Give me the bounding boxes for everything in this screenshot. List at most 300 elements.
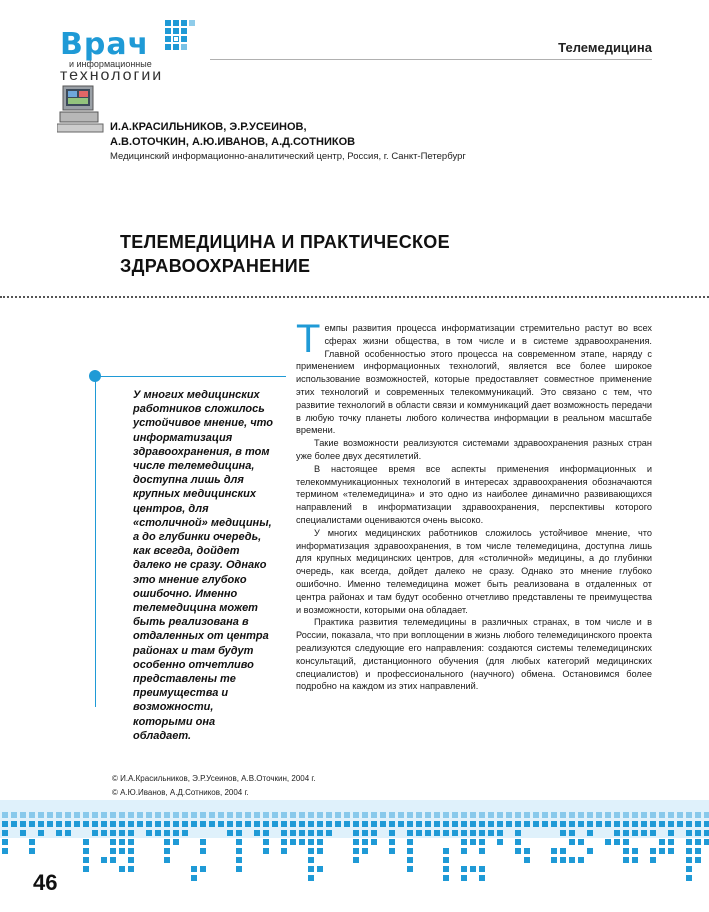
footer-pixel [416, 821, 422, 827]
footer-pixel [146, 821, 152, 827]
article-body [296, 317, 652, 693]
footer-pixel [407, 848, 413, 854]
footer-pixel [110, 848, 116, 854]
footer-pixel [191, 821, 197, 827]
footer-pixel [605, 821, 611, 827]
footer-pixel [407, 866, 413, 872]
footer-pixel [407, 857, 413, 863]
footer-pixel [659, 812, 665, 818]
footer-pixel [146, 812, 152, 818]
footer-pixel [650, 857, 656, 863]
logo-subtitle-bottom: технологии [60, 67, 164, 84]
footer-pixel [434, 830, 440, 836]
footer-pixel [668, 812, 674, 818]
footer-pixel [560, 830, 566, 836]
footer-pixel [362, 812, 368, 818]
footer-pixel [83, 866, 89, 872]
footer-pixel [389, 821, 395, 827]
footer-pixel [20, 821, 26, 827]
footer-pixel [695, 821, 701, 827]
footer-pixel [443, 848, 449, 854]
footer-pixel [119, 848, 125, 854]
footer-pixel [281, 812, 287, 818]
footer-pixel [443, 821, 449, 827]
title-line-2: ЗДРАВООХРАНЕНИЕ [120, 256, 311, 276]
section-title: Телемедицина [558, 40, 652, 55]
footer-pixel [578, 812, 584, 818]
footer-pixel [236, 848, 242, 854]
footer-pixel [146, 830, 152, 836]
footer-pixel [389, 839, 395, 845]
footer-pixel [479, 875, 485, 881]
footer-pixel [578, 857, 584, 863]
footer-pixel [317, 866, 323, 872]
footer-pixel [173, 821, 179, 827]
footer-pixel [308, 866, 314, 872]
footer-pixel [119, 839, 125, 845]
footer-pixel [389, 812, 395, 818]
footer-pixel [47, 812, 53, 818]
footer-pixel [704, 821, 709, 827]
footer-pixel [254, 821, 260, 827]
footer-pixel [479, 821, 485, 827]
footer-pixel [479, 830, 485, 836]
footer-pixel [101, 812, 107, 818]
footer-pixel [704, 839, 709, 845]
drop-cap: Т [296, 317, 321, 361]
footer-pixel [65, 821, 71, 827]
footer-pixel [434, 821, 440, 827]
footer-pixel [362, 839, 368, 845]
footer-pixel [551, 812, 557, 818]
footer-pixel [650, 812, 656, 818]
footer-pixel [353, 857, 359, 863]
footer-pixel [155, 821, 161, 827]
footer-pixel [173, 830, 179, 836]
footer-pixel [470, 812, 476, 818]
footer-pixel [236, 821, 242, 827]
footer-pixel [686, 821, 692, 827]
footer-pixel [641, 830, 647, 836]
footer-pixel [515, 839, 521, 845]
footer-pixel [236, 866, 242, 872]
footer-pixel [164, 848, 170, 854]
footer-pixel [200, 839, 206, 845]
footer-pixel [308, 839, 314, 845]
journal-logo [57, 20, 217, 130]
footer-pixel [353, 848, 359, 854]
footer-pixel [263, 812, 269, 818]
footer-pixel [164, 839, 170, 845]
footer-pixel [209, 812, 215, 818]
footer-pixel [191, 866, 197, 872]
footer-pixel [650, 830, 656, 836]
footer-pixel [506, 821, 512, 827]
footer-pixel [497, 839, 503, 845]
footer-pixel [29, 821, 35, 827]
footer-pixel [659, 821, 665, 827]
footer-pixel [164, 857, 170, 863]
footer-pixel [506, 812, 512, 818]
footer-pixel [20, 830, 26, 836]
body-paragraph-5: Практика развития телемедицины в различных странах, в том числе и в России, показала, что при воплощении в жизнь любого телемедицинского проекта реализуются следующие его направления: создаются системы телемедицинских консультаций, дистанционного обучения (для любых категорий медицинских специалистов) и профессионального (научного) обмена. Остановимся более подробно на каждом из этих направлений. [296, 617, 652, 692]
footer-pixel [128, 812, 134, 818]
footer-pixel [686, 866, 692, 872]
footer-pixel [443, 830, 449, 836]
footer-pixel [236, 839, 242, 845]
footer-pixel [704, 812, 709, 818]
footer-pixel [119, 866, 125, 872]
footer-pixel [281, 839, 287, 845]
footer-pixel [173, 812, 179, 818]
footer-pixel [344, 821, 350, 827]
footer-pixel [407, 812, 413, 818]
footer-pixel [461, 866, 467, 872]
footer-pixel [83, 848, 89, 854]
footer-pixel [137, 812, 143, 818]
footer-pixel [317, 839, 323, 845]
footer-pixel [452, 821, 458, 827]
footer-pixel [29, 848, 35, 854]
footer-pixel [200, 821, 206, 827]
footer-pixel [182, 821, 188, 827]
footer-pixel [236, 830, 242, 836]
footer-pixel [533, 821, 539, 827]
footer-pixel [272, 812, 278, 818]
footer-pixel [110, 812, 116, 818]
footer-pixel [686, 875, 692, 881]
footer-pixel [371, 821, 377, 827]
footer-pixel [443, 866, 449, 872]
footer-pixel [569, 812, 575, 818]
footer-pixel [515, 848, 521, 854]
footer-pixel [461, 875, 467, 881]
footer-pixel [398, 812, 404, 818]
footer-pixel [128, 830, 134, 836]
footer-pixel [632, 812, 638, 818]
footer-pixel [380, 821, 386, 827]
authors-line-1: И.А.КРАСИЛЬНИКОВ, Э.Р.УСЕИНОВ, [110, 121, 307, 133]
footer-pixel [632, 857, 638, 863]
footer-pixel [11, 812, 17, 818]
footer-pixel [443, 857, 449, 863]
footer-pixel [209, 821, 215, 827]
computer-icon [57, 82, 105, 134]
footer-pixel [92, 830, 98, 836]
footer-pixel [353, 839, 359, 845]
footer-pixel [290, 821, 296, 827]
footer-pixel [191, 812, 197, 818]
footer-pixel [218, 812, 224, 818]
footer-pixel [695, 830, 701, 836]
footer-pixel [263, 848, 269, 854]
footer-pixel [254, 830, 260, 836]
footer-pixel [695, 839, 701, 845]
footer-pixel [182, 830, 188, 836]
footer-pixel [587, 812, 593, 818]
footer-pixel [200, 848, 206, 854]
footer-pixel [470, 830, 476, 836]
footer-pixel [461, 812, 467, 818]
footer-pixel [524, 821, 530, 827]
footer-pixel [560, 848, 566, 854]
footer-pixel [74, 821, 80, 827]
footer-pixel [65, 830, 71, 836]
footer-pixel [299, 839, 305, 845]
footer-pixel [659, 839, 665, 845]
footer-pixel [587, 821, 593, 827]
footer-pixel [56, 812, 62, 818]
footer-pixel [650, 848, 656, 854]
footer-pixel [83, 812, 89, 818]
footer-pixel [371, 839, 377, 845]
footer-pixel [371, 830, 377, 836]
footer-pixel [425, 812, 431, 818]
footer-pixel [236, 812, 242, 818]
footer-pixel [470, 821, 476, 827]
logo-grid-icon [165, 20, 195, 60]
footer-pixel [164, 812, 170, 818]
dotted-divider [0, 296, 709, 298]
footer-pixel [317, 812, 323, 818]
authors-line-2: А.В.ОТОЧКИН, А.Ю.ИВАНОВ, А.Д.СОТНИКОВ [110, 136, 356, 148]
footer-pixel [29, 812, 35, 818]
footer-pixel [290, 839, 296, 845]
footer-pixel [191, 875, 197, 881]
footer-pixel [587, 848, 593, 854]
footer-pixel [110, 839, 116, 845]
footer-pixel [533, 812, 539, 818]
footer-pixel [38, 830, 44, 836]
footer-pixel [128, 848, 134, 854]
footer-pixel [452, 830, 458, 836]
footer-pixel [443, 875, 449, 881]
footer-pixel [470, 839, 476, 845]
footer-pixel [362, 830, 368, 836]
footer-pixel [425, 830, 431, 836]
footer-pixel [632, 821, 638, 827]
footer-pixel [119, 821, 125, 827]
body-paragraph-3: В настоящее время все аспекты применения информационных и телекоммуникационных технологий в интересах здравоохранения обозначаются термином «телемедицина» и это одно из наиболее динамично развивающихся направлений в информатизации здравоохранения, перспективы которого специалистами оцениваются очень высоко. [296, 463, 652, 525]
footer-pixel [569, 857, 575, 863]
footer-pixel [326, 821, 332, 827]
footer-pixel [83, 821, 89, 827]
footer-pixel [308, 821, 314, 827]
footer-pixel [524, 812, 530, 818]
footer-pixel [614, 830, 620, 836]
article-title [120, 230, 640, 278]
footer-pixel [38, 821, 44, 827]
footer-pixel [461, 839, 467, 845]
footer-pixel [236, 857, 242, 863]
footer-pixel [308, 830, 314, 836]
footer-pixel [488, 821, 494, 827]
footer-pixel [389, 848, 395, 854]
footer-pixel [461, 848, 467, 854]
footer-pixel [524, 848, 530, 854]
footer-pixel [119, 812, 125, 818]
footer-pixel [83, 857, 89, 863]
footer-pixel [578, 821, 584, 827]
footer-pixel [605, 839, 611, 845]
footer-pixel [578, 839, 584, 845]
footer-pixel [362, 848, 368, 854]
footer-pixel [299, 821, 305, 827]
footer-pixel [614, 839, 620, 845]
footer-pixel [497, 830, 503, 836]
footer-pixel [290, 830, 296, 836]
footer-pixel [353, 821, 359, 827]
footer-pixel [317, 830, 323, 836]
footer-pixel [2, 848, 8, 854]
footer-pixel [299, 830, 305, 836]
footer-pixel [326, 830, 332, 836]
footer-pixel [479, 812, 485, 818]
footer-pixel [263, 821, 269, 827]
footer-pixel [200, 812, 206, 818]
footer-pixel [695, 812, 701, 818]
footer-pixel [308, 875, 314, 881]
footer-pixel [488, 812, 494, 818]
copyright-block [112, 772, 316, 800]
footer-pixel [101, 830, 107, 836]
body-paragraph-4: У многих медицинских работников сложилось устойчивое мнение, что информатизация здравоохранения, в том числе телемедицина, доступна лишь для крупных медицинских центров, для «столичной» медицины, а до глубинки очередь, как всегда, дойдет далеко не сразу. Однако это мнение глубоко ошибочно. Именно телемедицина может быть реализована в отдаленных от центра районах и там будут особенно отчетливо представлены те преимущества и возможности, которыми она обладает. [296, 527, 652, 615]
authors-block [110, 120, 670, 164]
footer-pixel [281, 830, 287, 836]
footer-pixel [677, 812, 683, 818]
footer-pixel [2, 839, 8, 845]
footer-pixel [2, 830, 8, 836]
footer-pixel [317, 848, 323, 854]
footer-pixel [353, 830, 359, 836]
footer-pixel [164, 830, 170, 836]
footer-pixel [335, 821, 341, 827]
footer-pixel [416, 812, 422, 818]
copyright-line-1: © И.А.Красильников, Э.Р.Усеинов, А.В.Оточкин, 2004 г. [112, 774, 316, 783]
footer-pixel [20, 812, 26, 818]
footer-pixel [245, 821, 251, 827]
footer-pixel [2, 812, 8, 818]
footer-pixel [515, 821, 521, 827]
footer-pixel [101, 857, 107, 863]
footer-pixel [155, 830, 161, 836]
footer-pixel [632, 848, 638, 854]
pull-quote: У многих медицинских работников сложилось устойчивое мнение, что информатизация здравоохранения, в том числе телемедицина, доступна лишь для крупных медицинских центров, для «столичной» медицины, а до глубинки очередь, как всегда, дойдет далеко не сразу. Однако это мнение глубоко ошибочно. Именно телемедицина может быть реализована в отдаленных от центра районах и там будут особенно отчетливо представлены те преимущества и возможности, которыми она обладает. [133, 389, 273, 742]
footer-pixel [542, 812, 548, 818]
footer-pixel [182, 812, 188, 818]
footer-pixel [479, 848, 485, 854]
footer-pixel [155, 812, 161, 818]
footer-pixel [686, 812, 692, 818]
footer-pixel [362, 821, 368, 827]
footer-band [0, 800, 709, 912]
body-paragraph-1-text: емпы развития процесса информатизации стремительно растут во всех сферах жизни общества, в том числе и в системе здравоохранения. Главной особенностью этого процесса на современном этапе, наряду с применением информационных технологий, является все более широкое использование возможностей, которые предоставляет совместное применение этих технологий и современных телекоммуникаций. Это связано с тем, что развитие технологий в области связи и коммуникаций дает возможность передачи в любую точку планеты любого количества информации в реальном масштабе времени. [296, 323, 652, 436]
footer-pixel [668, 839, 674, 845]
footer-pixel [695, 848, 701, 854]
footer-pixel [65, 812, 71, 818]
footer-pixel [668, 821, 674, 827]
footer-pixel [623, 857, 629, 863]
footer-pixel [569, 839, 575, 845]
footer-pixel [461, 830, 467, 836]
footer-pixel [326, 812, 332, 818]
footer-pixel [353, 812, 359, 818]
footer-pixel [308, 812, 314, 818]
footer-pixel [560, 857, 566, 863]
footer-pixel [308, 857, 314, 863]
copyright-line-2: © А.Ю.Иванов, А.Д.Сотников, 2004 г. [112, 788, 249, 797]
footer-pixel [47, 821, 53, 827]
title-line-1: ТЕЛЕМЕДИЦИНА И ПРАКТИЧЕСКОЕ [120, 232, 450, 252]
footer-pixel [497, 821, 503, 827]
footer-pixel [515, 812, 521, 818]
footer-pixel [137, 821, 143, 827]
footer-pixel [92, 821, 98, 827]
footer-pixel [443, 812, 449, 818]
footer-pixel [614, 812, 620, 818]
footer-pixel [110, 857, 116, 863]
footer-pixel [515, 830, 521, 836]
footer-pixel [686, 830, 692, 836]
footer-pixel [317, 821, 323, 827]
footer-pixel [704, 830, 709, 836]
footer-pixel [596, 821, 602, 827]
footer-pixel [425, 821, 431, 827]
footer-pixel [650, 821, 656, 827]
footer-pixel [452, 812, 458, 818]
footer-pixel [371, 812, 377, 818]
footer-pixel [335, 812, 341, 818]
footer-pixel [542, 821, 548, 827]
footer-pixel [200, 866, 206, 872]
footer-pixel [407, 821, 413, 827]
footer-pixel [677, 821, 683, 827]
footer-pixel [524, 857, 530, 863]
footer-pixel [461, 821, 467, 827]
footer-pixel [659, 848, 665, 854]
footer-pixel [488, 830, 494, 836]
footer-pixel [641, 821, 647, 827]
footer-pixel [389, 830, 395, 836]
footer-pixel [56, 821, 62, 827]
footer-pixel [407, 830, 413, 836]
footer-pixel [110, 821, 116, 827]
pull-quote-dot-icon [89, 370, 101, 382]
footer-pixel [128, 839, 134, 845]
footer-pixel [281, 848, 287, 854]
footer-pixel [434, 812, 440, 818]
footer-pixel [560, 812, 566, 818]
footer-pixel [92, 812, 98, 818]
footer-pixel [641, 812, 647, 818]
footer-pixel [227, 812, 233, 818]
footer-pixel [344, 812, 350, 818]
logo-title: Врач [60, 27, 150, 62]
footer-pixel [398, 821, 404, 827]
footer-pixel [101, 821, 107, 827]
footer-pixel [623, 812, 629, 818]
footer-pixel [272, 821, 278, 827]
footer-pixel [173, 839, 179, 845]
footer-pixel [218, 821, 224, 827]
footer-pixel [128, 821, 134, 827]
body-paragraph-1 [296, 317, 652, 437]
footer-pixel [308, 848, 314, 854]
footer-pixel [479, 866, 485, 872]
footer-pixel [263, 830, 269, 836]
footer-pixel [623, 821, 629, 827]
footer-pixel [299, 812, 305, 818]
